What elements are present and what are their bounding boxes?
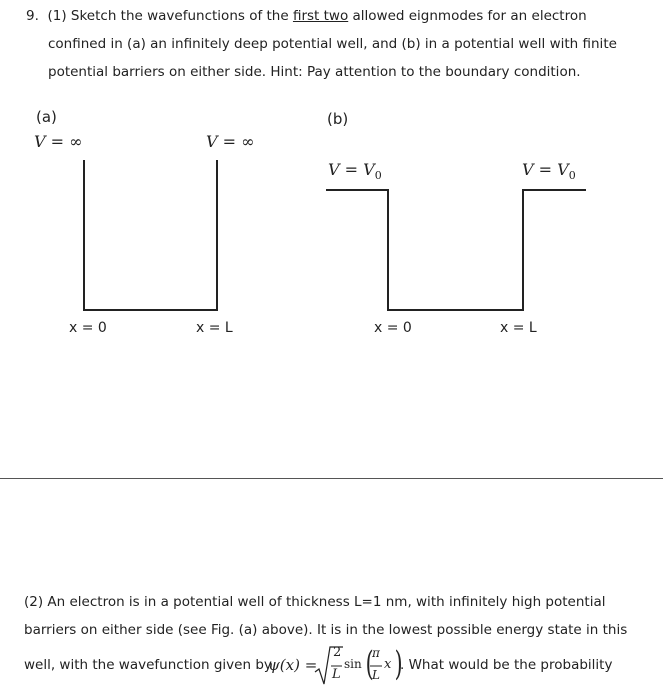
- fig-b-potential-left: $V = V_0$: [328, 160, 382, 183]
- fig-a-x-left: x = 0: [69, 320, 107, 336]
- q9-emphasis-first-two: first two: [292, 8, 349, 24]
- part2-line-2: barriers on either side (see Fig. (a) above). It is in the lowest possible energy state in this: [24, 622, 628, 638]
- fig-b-well-outline: [326, 190, 586, 310]
- fig-b-x-right: x = L: [500, 320, 537, 336]
- part2-line-3-start: well, with the wavefunction given by: [24, 657, 272, 673]
- q9-line-3: potential barriers on either side. Hint: Pay attention to the boundary condition.: [48, 64, 581, 80]
- formula-lhs: ψ(x) =: [268, 656, 318, 674]
- formula-pi: π: [372, 646, 380, 660]
- fig-a-label: (a): [36, 108, 57, 126]
- fig-b-x-left: x = 0: [374, 320, 412, 336]
- fig-a-potential-right: V = ∞: [206, 132, 255, 151]
- fig-b-potential-right: $V = V_0$: [522, 160, 576, 183]
- fig-a-potential-left: V = ∞: [34, 132, 83, 151]
- formula-sqrt-denominator: L: [332, 667, 341, 682]
- q9-line-2: confined in (a) an infinitely deep potential well, and (b) in a potential well with finite: [48, 36, 617, 52]
- part2-line-1: (2) An electron is in a potential well of thickness L=1 nm, with infinitely high potential: [24, 594, 606, 610]
- formula-sqrt-numerator: 2: [333, 645, 342, 660]
- q9-number: 9.: [26, 8, 39, 24]
- wavefunction-formula: [268, 644, 408, 690]
- part2-line-3-end: . What would be the probability: [400, 657, 613, 673]
- q9-line-1-part-b: allowed eignmodes for an electron: [348, 8, 587, 24]
- formula-x: x: [384, 657, 392, 672]
- fig-b-label: (b): [327, 110, 349, 128]
- fig-a-x-right: x = L: [196, 320, 233, 336]
- q9-line-1-part-a: (1) Sketch the wavefunctions of the: [47, 8, 293, 24]
- fraction-bar: [370, 665, 382, 667]
- section-divider: [0, 478, 663, 479]
- right-paren-icon: ): [394, 644, 403, 684]
- left-paren-icon: (: [365, 644, 374, 684]
- formula-l-denominator: L: [372, 668, 380, 682]
- formula-sin: sin: [344, 657, 362, 671]
